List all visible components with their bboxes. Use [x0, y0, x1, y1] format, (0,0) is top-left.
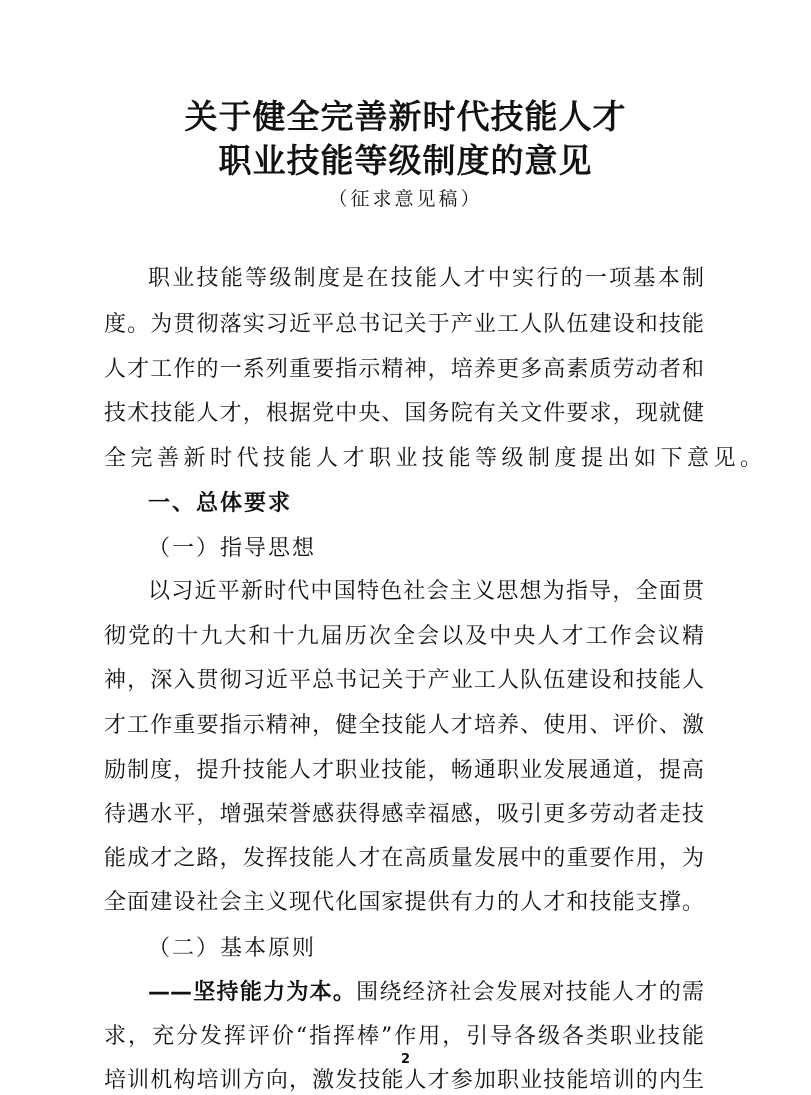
intro-line: 技术技能人才，根据党中央、国务院有关文件要求，现就健: [104, 401, 704, 426]
intro-line: 人才工作的一系列重要指示精神，培养更多高素质劳动者和: [104, 357, 704, 382]
body-line: 能成才之路，发挥技能人才在高质量发展中的重要作用，为: [104, 846, 704, 871]
principle-line: 培训机构培训方向，激发技能人才参加职业技能培训的内生: [104, 1068, 704, 1093]
body-line: 待遇水平，增强荣誉感获得感幸福感，吸引更多劳动者走技: [104, 802, 704, 827]
principle-line: [148, 979, 704, 1007]
body-line: 彻党的十九大和十九届历次全会以及中央人才工作会议精: [104, 624, 704, 649]
section-heading: 一、总体要求: [148, 491, 293, 516]
subsection-heading: （一）指导思想: [148, 536, 317, 561]
intro-line: 职业技能等级制度是在技能人才中实行的一项基本制: [148, 266, 704, 291]
title-line-2: 职业技能等级制度的意见: [218, 141, 593, 180]
subsection-heading: （二）基本原则: [148, 936, 317, 961]
intro-line: 全完善新时代技能人才职业技能等级制度提出如下意见。: [104, 446, 767, 471]
body-line: 励制度，提升技能人才职业技能，畅通职业发展通道，提高: [104, 758, 704, 783]
body-line: 神，深入贯彻习近平总书记关于产业工人队伍建设和技能人: [104, 668, 704, 693]
intro-line: 度。为贯彻落实习近平总书记关于产业工人队伍建设和技能: [104, 312, 704, 337]
page-number: 2: [400, 1052, 411, 1067]
body-line: 全面建设社会主义现代化国家提供有力的人才和技能支撑。: [104, 890, 704, 915]
body-line: 以习近平新时代中国特色社会主义思想为指导，全面贯: [148, 579, 704, 604]
principle-title: ——坚持能力为本。: [148, 980, 357, 1005]
subtitle: （征求意见稿）: [328, 188, 483, 210]
title-line-1: 关于健全完善新时代技能人才: [184, 97, 627, 136]
principle-text: 围绕经济社会发展对技能人才的需: [356, 980, 704, 1005]
body-line: 才工作重要指示精神，健全技能人才培养、使用、评价、激: [104, 713, 704, 738]
principle-line: 求，充分发挥评价“指挥棒”作用，引导各级各类职业技能: [104, 1024, 704, 1049]
